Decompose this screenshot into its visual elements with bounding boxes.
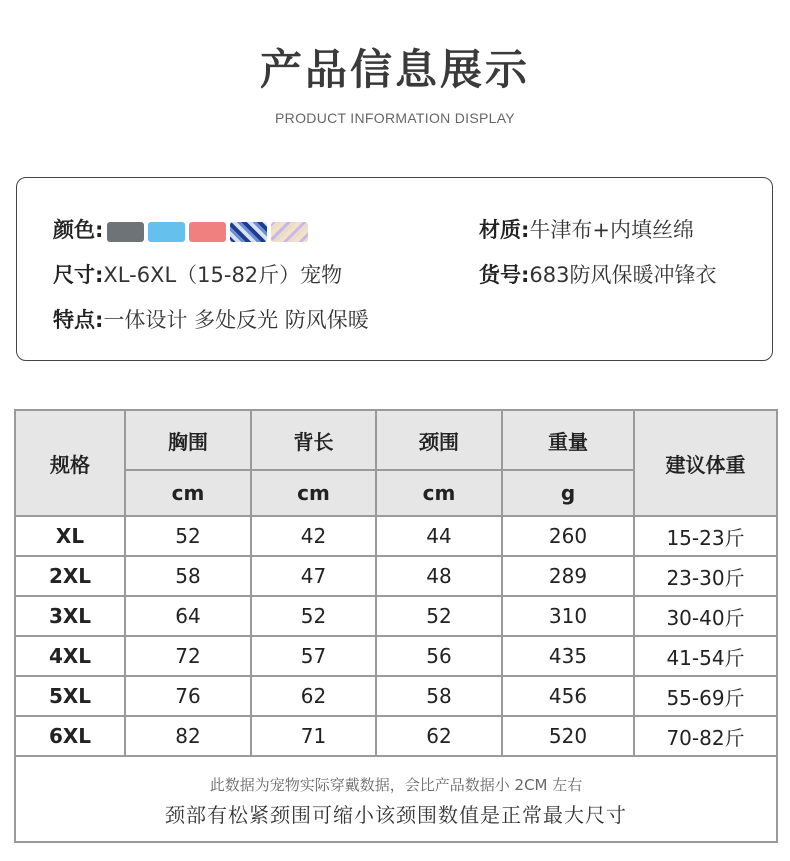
- feature-line: [53, 306, 369, 334]
- cell-chest: 76: [125, 676, 251, 716]
- cell-weight: 289: [502, 556, 634, 596]
- table-row: [15, 636, 777, 676]
- material-value: 牛津布+内填丝绵: [529, 218, 695, 242]
- cell-back: 62: [251, 676, 376, 716]
- page-title: 产品信息展示: [259, 45, 530, 94]
- color-line: [53, 216, 312, 245]
- cell-size: XL: [15, 516, 125, 556]
- table-row: [15, 676, 777, 716]
- spec-header: 规格: [15, 410, 125, 516]
- feature-value: 一体设计 多处反光 防风保暖: [103, 308, 369, 332]
- col-header-chest: 胸围: [125, 410, 251, 470]
- swatch-sky-blue: [148, 222, 185, 242]
- material-label: 材质:: [479, 218, 530, 242]
- note-row: [15, 756, 777, 842]
- cell-size: 6XL: [15, 716, 125, 756]
- cell-neck: 58: [376, 676, 502, 716]
- cell-size: 4XL: [15, 636, 125, 676]
- color-swatches: [107, 217, 312, 245]
- note-cell: [15, 756, 777, 842]
- swatch-pastel-print: [271, 222, 308, 242]
- cell-weight: 456: [502, 676, 634, 716]
- cell-neck: 56: [376, 636, 502, 676]
- cell-chest: 58: [125, 556, 251, 596]
- cell-chest: 52: [125, 516, 251, 556]
- cell-neck: 52: [376, 596, 502, 636]
- unit-neck: cm: [376, 470, 502, 516]
- cell-neck: 48: [376, 556, 502, 596]
- cell-body-weight: 15-23斤: [634, 516, 777, 556]
- size-table: [14, 409, 778, 843]
- swatch-grey: [107, 222, 144, 242]
- cell-back: 71: [251, 716, 376, 756]
- product-info-box: [16, 177, 773, 361]
- note-line-2: 颈部有松紧颈围可缩小该颈围数值是正常最大尺寸: [165, 802, 627, 827]
- cell-back: 47: [251, 556, 376, 596]
- cell-chest: 82: [125, 716, 251, 756]
- cell-body-weight: 30-40斤: [634, 596, 777, 636]
- swatch-coral: [189, 222, 226, 242]
- unit-weight: g: [502, 470, 634, 516]
- note-line-1: 此数据为宠物实际穿戴数据，会比产品数据小 2CM 左右: [209, 775, 583, 794]
- col-header-back: 背长: [251, 410, 376, 470]
- swatch-blue-print: [230, 222, 267, 242]
- item-no-line: [479, 261, 717, 289]
- page-subtitle: PRODUCT INFORMATION DISPLAY: [275, 110, 515, 126]
- cell-body-weight: 55-69斤: [634, 676, 777, 716]
- cell-size: 2XL: [15, 556, 125, 596]
- cell-back: 52: [251, 596, 376, 636]
- item-no-value: 683防风保暖冲锋衣: [529, 263, 717, 287]
- cell-size: 5XL: [15, 676, 125, 716]
- color-label: 颜色:: [53, 218, 104, 242]
- col-header-weight: 重量: [502, 410, 634, 470]
- table-row: [15, 716, 777, 756]
- cell-chest: 64: [125, 596, 251, 636]
- body-weight-header: 建议体重: [634, 410, 777, 516]
- feature-label: 特点:: [53, 308, 104, 332]
- table-row: [15, 596, 777, 636]
- cell-neck: 62: [376, 716, 502, 756]
- cell-body-weight: 41-54斤: [634, 636, 777, 676]
- unit-back: cm: [251, 470, 376, 516]
- item-no-label: 货号:: [479, 263, 530, 287]
- cell-weight: 435: [502, 636, 634, 676]
- cell-weight: 520: [502, 716, 634, 756]
- size-label: 尺寸:: [53, 263, 104, 287]
- cell-weight: 260: [502, 516, 634, 556]
- cell-back: 57: [251, 636, 376, 676]
- unit-chest: cm: [125, 470, 251, 516]
- material-line: [479, 216, 694, 244]
- table-row: [15, 516, 777, 556]
- cell-back: 42: [251, 516, 376, 556]
- size-value: XL-6XL（15-82斤）宠物: [103, 263, 343, 287]
- cell-body-weight: 70-82斤: [634, 716, 777, 756]
- cell-size: 3XL: [15, 596, 125, 636]
- col-header-neck: 颈围: [376, 410, 502, 470]
- cell-chest: 72: [125, 636, 251, 676]
- cell-body-weight: 23-30斤: [634, 556, 777, 596]
- table-row: [15, 556, 777, 596]
- cell-weight: 310: [502, 596, 634, 636]
- size-line: [53, 261, 342, 289]
- cell-neck: 44: [376, 516, 502, 556]
